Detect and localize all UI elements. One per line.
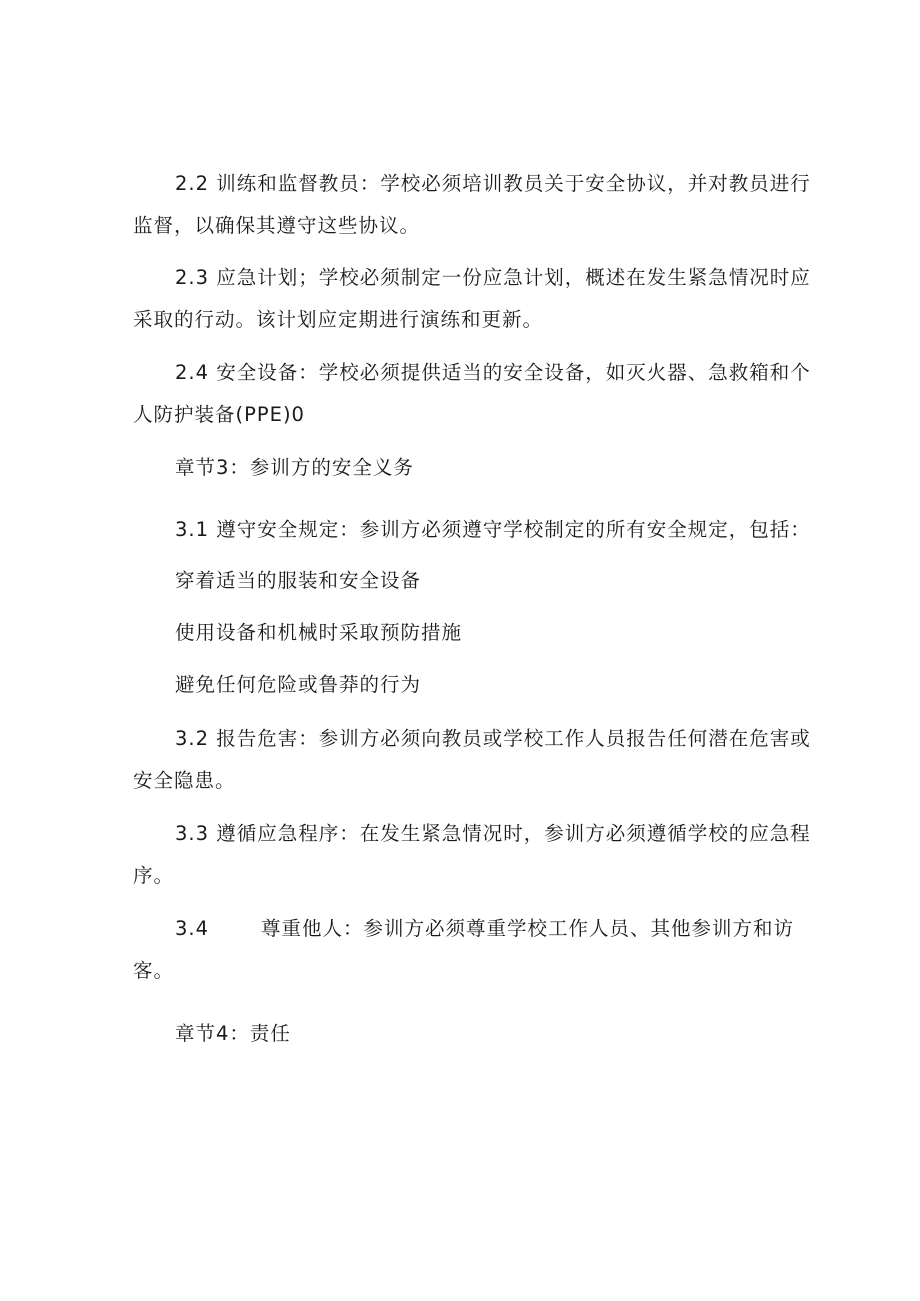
paragraph-2-4 <box>133 352 811 436</box>
list-item <box>133 612 803 654</box>
paragraph-2-3 <box>133 257 811 341</box>
paragraph-3-4 <box>133 908 803 992</box>
paragraph-3-3 <box>133 813 811 897</box>
section-heading-text: 章节3：参训方的安全义务 <box>175 456 414 479</box>
list-item-text: 避免任何危险或鲁莽的行为 <box>175 673 422 696</box>
paragraph-line: 安全隐患。 <box>133 769 236 792</box>
paragraph-line: 3.2 报告危害：参训方必须向教员或学校工作人员报告任何潜在危害或 <box>175 727 811 750</box>
paragraph-line: 3.1 遵守安全规定：参训方必须遵守学校制定的所有安全规定，包括： <box>175 518 811 541</box>
paragraph-3-1 <box>133 509 811 551</box>
paragraph-line: 2.2 训练和监督教员：学校必须培训教员关于安全协议，并对教员进行 <box>175 172 811 195</box>
paragraph-line: 3.3 遵循应急程序：在发生紧急情况时，参训方必须遵循学校的应急程 <box>175 822 811 845</box>
section-heading-text: 章节4：责任 <box>175 1022 291 1045</box>
paragraph-first-line <box>133 908 803 950</box>
paragraph-line: 2.4 安全设备：学校必须提供适当的安全设备，如灭火器、急救箱和个 <box>175 361 811 384</box>
list-item <box>133 560 803 602</box>
paragraph-2-2 <box>133 163 811 247</box>
section-heading-3 <box>133 447 803 489</box>
paragraph-line: 2.3 应急计划；学校必须制定一份应急计划，概述在发生紧急情况时应 <box>175 266 811 289</box>
list-item <box>133 664 803 706</box>
paragraph-number: 3.4 <box>175 917 210 940</box>
paragraph-line: 采取的行动。该计划应定期进行演练和更新。 <box>133 308 544 331</box>
paragraph-3-2 <box>133 718 811 802</box>
list-item-text: 使用设备和机械时采取预防措施 <box>175 621 463 644</box>
paragraph-line: 尊重他人：参训方必须尊重学校工作人员、其他参训方和访 <box>261 917 795 940</box>
list-item-text: 穿着适当的服装和安全设备 <box>175 569 422 592</box>
paragraph-line: 序。 <box>133 864 175 887</box>
section-heading-4 <box>133 1013 803 1055</box>
paragraph-line: 监督，以确保其遵守这些协议。 <box>133 214 421 237</box>
paragraph-line: 客。 <box>133 959 175 982</box>
paragraph-line: 人防护装备(PPE)0 <box>133 403 305 426</box>
